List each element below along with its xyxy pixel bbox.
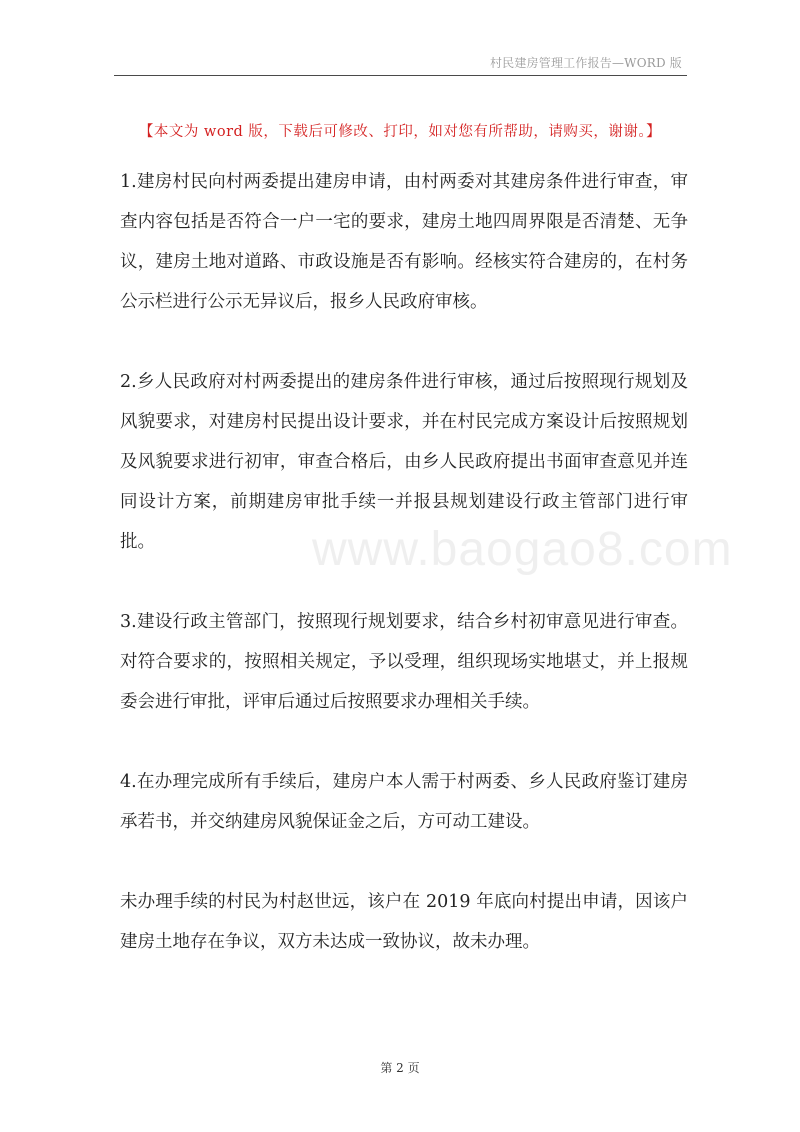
purchase-notice: 【本文为 word 版，下载后可修改、打印，如对您有所帮助，请购买，谢谢。】 — [138, 124, 662, 140]
document-body — [120, 162, 688, 1002]
paragraph-4: 4.在办理完成所有手续后，建房户本人需于村两委、乡人民政府鉴订建房承若书，并交纳建房风貌保证金之后，方可动工建设。 — [120, 772, 688, 832]
header-title: 村民建房管理工作报告—WORD 版 — [489, 56, 682, 70]
page-number: 第 2 页 — [380, 1061, 420, 1075]
watermark: www.baogao8.com — [312, 523, 733, 576]
paragraph-5: 未办理手续的村民为村赵世远，该户在 2019 年底向村提出申请，因该户建房土地存在争议，双方未达成一致协议，故未办理。 — [120, 892, 688, 952]
paragraph-2: 2.乡人民政府对村两委提出的建房条件进行审核，通过后按照现行规划及风貌要求，对建房村民提出设计要求，并在村民完成方案设计后按照规划及风貌要求进行初审，审查合格后，由乡人民政府提出书面审查意见并连同设计方案，前期建房审批手续一并报县规划建设行政主管部门进行审批。 — [120, 372, 688, 552]
paragraph-1: 1.建房村民向村两委提出建房申请，由村两委对其建房条件进行审查，审查内容包括是否符合一户一宅的要求，建房土地四周界限是否清楚、无争议，建房土地对道路、市政设施是否有影响。经核实符合建房的，在村务公示栏进行公示无异议后，报乡人民政府审核。 — [120, 172, 688, 312]
header-divider — [114, 75, 687, 76]
paragraph-3: 3.建设行政主管部门，按照现行规划要求，结合乡村初审意见进行审查。对符合要求的，按照相关规定，予以受理，组织现场实地堪丈，并上报规委会进行审批，评审后通过后按照要求办理相关手续。 — [120, 612, 688, 712]
